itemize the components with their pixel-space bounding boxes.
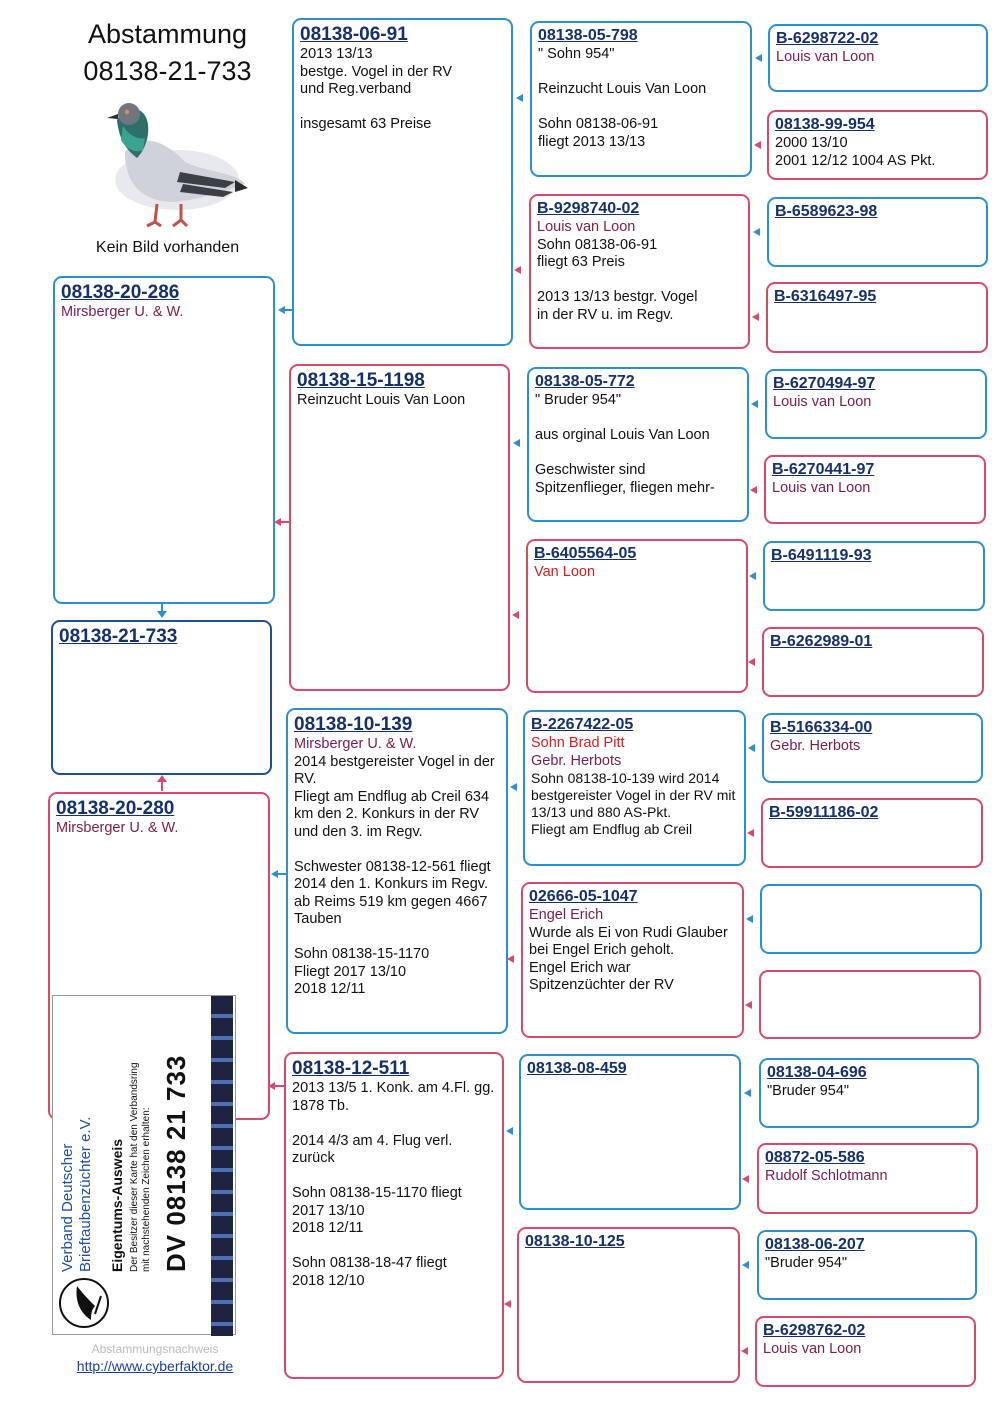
gen3-text-13: "Bruder 954" <box>767 1083 850 1099</box>
connector-line <box>285 309 292 311</box>
arrow-left-icon <box>751 400 758 408</box>
gen3-ring-8: B-6262989-01 <box>770 633 873 650</box>
card-org-line1: Verband Deutscher <box>59 1143 76 1272</box>
arrow-left-icon <box>753 228 760 236</box>
vdb-logo <box>59 1278 109 1328</box>
ownership-card <box>52 995 236 1335</box>
gen1-fm-text: Reinzucht Louis Van Loon <box>297 392 466 408</box>
gen1-mf-box[interactable] <box>286 708 508 1034</box>
card-ring-number: DV 08138 21 733 <box>161 1054 191 1272</box>
arrow-left-icon <box>749 572 756 580</box>
gen1-mf-ring: 08138-10-139 <box>294 714 413 735</box>
gen2-box-2[interactable] <box>529 194 750 349</box>
arrow-left-icon <box>746 915 753 923</box>
arrow-left-icon <box>268 1082 275 1090</box>
gen1-mm-text: 2013 13/5 1. Konk. am 4.Fl. gg. 1878 Tb. 2014 4/3 am 4. Flug verl. zurück Sohn 08138-15-1170 fliegt 2017 13/10 2018 12/11 Sohn 08138-18-47 fliegt 2018 12/10 <box>292 1080 495 1289</box>
gen3-owner-5: Louis van Loon <box>773 394 872 410</box>
gen3-box-3[interactable] <box>767 197 988 267</box>
gen2-box-1[interactable] <box>530 21 752 177</box>
gen2-ring-1: 08138-05-798 <box>538 27 638 44</box>
subject-ring-title: 08138-21-733 <box>83 56 252 86</box>
gen2-box-6[interactable] <box>521 882 744 1038</box>
gen3-ring-5: B-6270494-97 <box>773 375 876 392</box>
gen3-owner-1: Louis van Loon <box>776 49 875 65</box>
gen2-owner-2: Louis van Loon <box>537 219 636 235</box>
arrow-left-icon <box>755 54 762 62</box>
gen2-ring-6: 02666-05-1047 <box>529 888 638 905</box>
gen1-ff-text: 2013 13/13 bestge. Vogel in der RV und Reg.verband insgesamt 63 Preise <box>300 46 453 132</box>
gen3-box-7[interactable] <box>763 541 985 611</box>
gen3-box-4[interactable] <box>766 282 988 353</box>
arrow-left-icon <box>741 1347 748 1355</box>
gen2-text-3: " Bruder 954" aus orginal Louis Van Loon Geschwister sind Spitzenflieger, fliegen mehr- <box>535 392 715 496</box>
gen3-owner-9: Gebr. Herbots <box>770 738 861 754</box>
gen2-ring-8: 08138-10-125 <box>525 1233 625 1250</box>
gen1-mf-owner: Mirsberger U. & W. <box>294 736 417 752</box>
subject-box[interactable] <box>51 620 272 775</box>
gen1-mm-box[interactable] <box>284 1052 504 1379</box>
gen2-ring-2: B-9298740-02 <box>537 200 640 217</box>
gen3-ring-4: B-6316497-95 <box>774 288 877 305</box>
gen3-box-5[interactable] <box>765 369 987 439</box>
gen3-box-13[interactable] <box>759 1058 979 1128</box>
gen3-ring-7: B-6491119-93 <box>771 547 872 564</box>
gen2-ring-3: 08138-05-772 <box>535 373 635 390</box>
gen3-owner-14: Rudolf Schlotmann <box>765 1168 888 1184</box>
arrow-left-icon <box>750 486 757 494</box>
father-box[interactable] <box>53 276 275 604</box>
subject-ring: 08138-21-733 <box>59 626 178 647</box>
gen2-text-2: Sohn 08138-06-91 fliegt 63 Preis 2013 13/13 bestgr. Vogel in der RV u. im Regv. <box>537 236 698 323</box>
gen3-ring-13: 08138-04-696 <box>767 1064 867 1081</box>
card-org-line2: Brieftaubenzüchter e.V. <box>77 1116 94 1272</box>
gen3-owner-16: Louis van Loon <box>763 1341 862 1357</box>
gen2-ring-7: 08138-08-459 <box>527 1060 627 1077</box>
gen3-box-8[interactable] <box>762 627 984 697</box>
arrow-left-icon <box>754 141 761 149</box>
mother-ring: 08138-20-280 <box>56 798 175 819</box>
gen3-box-6[interactable] <box>764 455 986 524</box>
gen2-box-5[interactable] <box>523 710 746 866</box>
gen3-box-14[interactable] <box>757 1143 978 1214</box>
connector-line <box>278 873 286 875</box>
arrow-left-icon <box>278 306 285 314</box>
father-ring: 08138-20-286 <box>61 282 180 303</box>
gen3-ring-3: B-6589623-98 <box>775 203 878 220</box>
gen3-ring-15: 08138-06-207 <box>765 1236 865 1253</box>
arrow-up-icon <box>157 775 167 782</box>
arrow-left-icon <box>271 870 278 878</box>
gen1-ff-ring: 08138-06-91 <box>300 24 408 45</box>
father-owner: Mirsberger U. & W. <box>61 304 184 320</box>
gen2-owner2-5: Gebr. Herbots <box>531 752 622 769</box>
card-desc-line1: Der Besitzer dieser Karte hat den Verbandsring <box>129 1062 140 1272</box>
gen3-ring-16: B-6298762-02 <box>763 1322 866 1339</box>
gen3-box-16[interactable] <box>755 1316 976 1387</box>
arrow-left-icon <box>748 658 755 666</box>
arrow-left-icon <box>507 955 514 963</box>
arrow-left-icon <box>504 1300 511 1308</box>
gen3-box-12[interactable] <box>759 970 981 1039</box>
gen3-box-2[interactable] <box>767 110 988 180</box>
gen3-box-11[interactable] <box>760 884 982 954</box>
arrow-left-icon <box>747 829 754 837</box>
mother-owner: Mirsberger U. & W. <box>56 820 179 836</box>
gen2-ring-4: B-6405564-05 <box>534 545 637 562</box>
gen2-owner-5: Sohn Brad Pitt <box>531 735 625 751</box>
card-desc-line2: mit nachstehenden Zeichen erhalten: <box>141 1107 152 1272</box>
gen2-ring-5: B-2267422-05 <box>531 716 634 733</box>
gen3-box-9[interactable] <box>762 713 983 783</box>
connector-line <box>281 521 289 523</box>
gen1-mm-ring: 08138-12-511 <box>292 1058 410 1079</box>
arrow-down-icon <box>157 611 167 618</box>
arrow-left-icon <box>514 266 521 274</box>
gen1-ff-box[interactable] <box>292 18 513 346</box>
card-border-pattern <box>211 996 233 1336</box>
gen3-ring-14: 08872-05-586 <box>765 1149 865 1166</box>
gen2-owner-4: Van Loon <box>534 564 596 580</box>
arrow-left-icon <box>274 518 281 526</box>
arrow-left-icon <box>512 611 519 619</box>
gen2-text-5: Sohn 08138-10-139 wird 2014 bestgereister Vogel in der RV mit 13/13 und 880 AS-Pkt. Fliegt am Endflug ab Creil <box>531 770 736 837</box>
gen3-ring-10: B-59911186-02 <box>769 804 879 821</box>
gen3-box-15[interactable] <box>757 1230 977 1300</box>
arrow-left-icon <box>516 94 523 102</box>
gen2-box-7[interactable] <box>519 1054 741 1210</box>
gen3-box-10[interactable] <box>761 798 983 868</box>
pigeon-image <box>85 92 250 232</box>
gen3-owner-6: Louis van Loon <box>772 480 871 496</box>
gen2-box-4[interactable] <box>526 539 748 693</box>
gen1-mf-text: 2014 bestgereister Vogel in der RV. Fliegt am Endflug ab Creil 634 km den 2. Konkurs in der RV und den 3. im Regv. Schwester 08138-12-561 fliegt 2014 den 1. Konkurs im Regv. ab Reims 519 km gegen 4667 Tauben Sohn 08138-15-1170 Fliegt 2017 13/10 2018 12/11 <box>294 753 495 997</box>
gen1-fm-ring: 08138-15-1198 <box>297 370 425 391</box>
card-heading: Eigentums-Ausweis <box>109 1138 125 1272</box>
gen3-box-1[interactable] <box>768 24 988 92</box>
arrow-left-icon <box>748 744 755 752</box>
arrow-left-icon <box>745 1001 752 1009</box>
page-title: Abstammung <box>87 19 248 49</box>
gen2-text-1: " Sohn 954" Reinzucht Louis Van Loon Sohn 08138-06-91 fliegt 2013 13/13 <box>538 46 707 150</box>
connector-line <box>275 1085 284 1087</box>
arrow-left-icon <box>742 1175 749 1183</box>
gen3-text-2: 2000 13/10 2001 12/12 1004 AS Pkt. <box>775 135 936 169</box>
arrow-left-icon <box>513 439 520 447</box>
gen2-box-8[interactable] <box>517 1227 740 1383</box>
arrow-left-icon <box>744 1089 751 1097</box>
gen3-text-15: "Bruder 954" <box>765 1255 848 1271</box>
arrow-left-icon <box>742 1261 749 1269</box>
gen2-owner-6: Engel Erich <box>529 907 604 923</box>
gen3-ring-9: B-5166334-00 <box>770 719 873 736</box>
footer-faint-text: Abstammungsnachweis <box>91 1342 219 1356</box>
gen2-text-6: Wurde als Ei von Rudi Glauber bei Engel Erich geholt. Engel Erich war Spitzenzüchter der RV <box>529 924 728 993</box>
arrow-left-icon <box>752 313 759 321</box>
gen2-box-3[interactable] <box>527 367 749 522</box>
gen1-fm-box[interactable] <box>289 364 510 691</box>
arrow-left-icon <box>510 783 517 791</box>
gen3-ring-6: B-6270441-97 <box>772 461 875 478</box>
arrow-left-icon <box>506 1127 513 1135</box>
gen3-ring-2: 08138-99-954 <box>775 116 875 133</box>
footer-link[interactable]: http://www.cyberfaktor.de <box>76 1358 234 1374</box>
gen3-ring-1: B-6298722-02 <box>776 30 879 47</box>
image-caption: Kein Bild vorhanden <box>95 239 240 256</box>
